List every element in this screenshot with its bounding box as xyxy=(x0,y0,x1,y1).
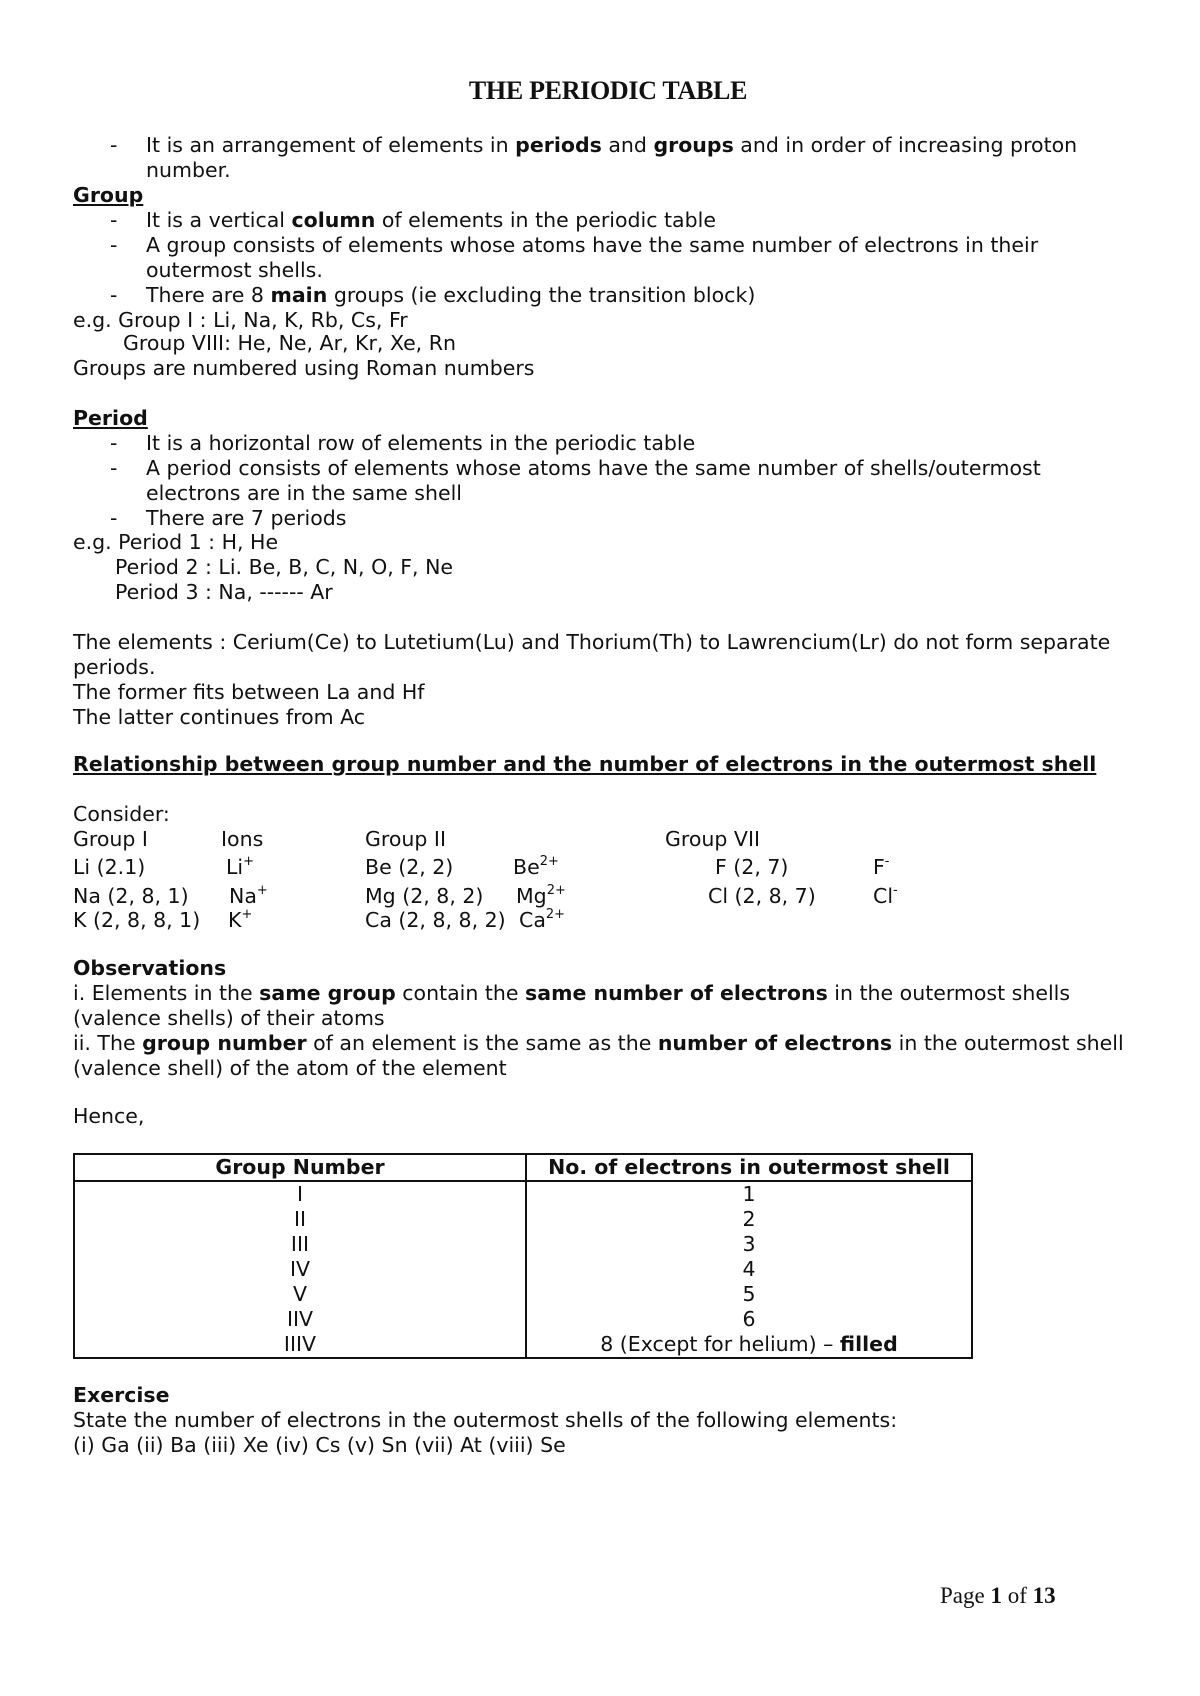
group-heading: Group xyxy=(73,183,144,207)
table-row: IIIV 8 (Except for helium) – filled xyxy=(74,1332,972,1358)
period-example-3: Period 3 : Na, ------ Ar xyxy=(115,580,333,604)
table-header-row xyxy=(74,1154,972,1181)
page-title: THE PERIODIC TABLE xyxy=(468,76,748,105)
observation-ii: ii. The group number of an element is the same as the number of electrons in the outermost shell xyxy=(73,1031,1124,1055)
relationship-heading: Relationship between group number and the number of electrons in the outermost shell xyxy=(73,752,1097,776)
period-example-1: e.g. Period 1 : H, He xyxy=(73,530,279,554)
table-row: III 3 xyxy=(74,1232,972,1257)
table-row: IIV 6 xyxy=(74,1307,972,1332)
elements-note-4: The latter continues from Ac xyxy=(73,705,366,729)
observation-ii-cont: (valence shell) of the atom of the element xyxy=(73,1056,507,1080)
exercise-elements: (i) Ga (ii) Ba (iii) Xe (iv) Cs (v) Sn (vii) At (viii) Se xyxy=(73,1433,566,1457)
table-header-electrons: No. of electrons in outermost shell xyxy=(526,1154,972,1181)
group-note: Groups are numbered using Roman numbers xyxy=(73,356,535,380)
table-row: II 2 xyxy=(74,1207,972,1232)
table-header-group: Group Number xyxy=(74,1154,526,1181)
elements-note-3: The former fits between La and Hf xyxy=(73,680,425,704)
period-heading: Period xyxy=(73,406,148,430)
table-row: V 5 xyxy=(74,1282,972,1307)
observation-i: i. Elements in the same group contain the same number of electrons in the outermost shells xyxy=(73,981,1071,1005)
elements-note-1: The elements : Cerium(Ce) to Lutetium(Lu) and Thorium(Th) to Lawrencium(Lr) do not form separate xyxy=(73,630,1111,654)
hence-label: Hence, xyxy=(73,1104,145,1128)
period-example-2: Period 2 : Li. Be, B, C, N, O, F, Ne xyxy=(115,555,454,579)
observation-i-cont: (valence shells) of their atoms xyxy=(73,1006,385,1030)
observations-heading: Observations xyxy=(73,956,227,980)
page-number: Page 1 of 13 xyxy=(940,1583,1056,1608)
elements-note-2: periods. xyxy=(73,655,156,679)
table-row: I 1 xyxy=(74,1181,972,1207)
consider-label: Consider: xyxy=(73,802,170,826)
exercise-heading: Exercise xyxy=(73,1383,170,1407)
group-electrons-table xyxy=(73,1153,973,1359)
table-row: IV 4 xyxy=(74,1257,972,1282)
group-example-2: Group VIII: He, Ne, Ar, Kr, Xe, Rn xyxy=(123,331,456,355)
exercise-instruction: State the number of electrons in the outermost shells of the following elements: xyxy=(73,1408,898,1432)
group-example-1: e.g. Group I : Li, Na, K, Rb, Cs, Fr xyxy=(73,308,408,332)
